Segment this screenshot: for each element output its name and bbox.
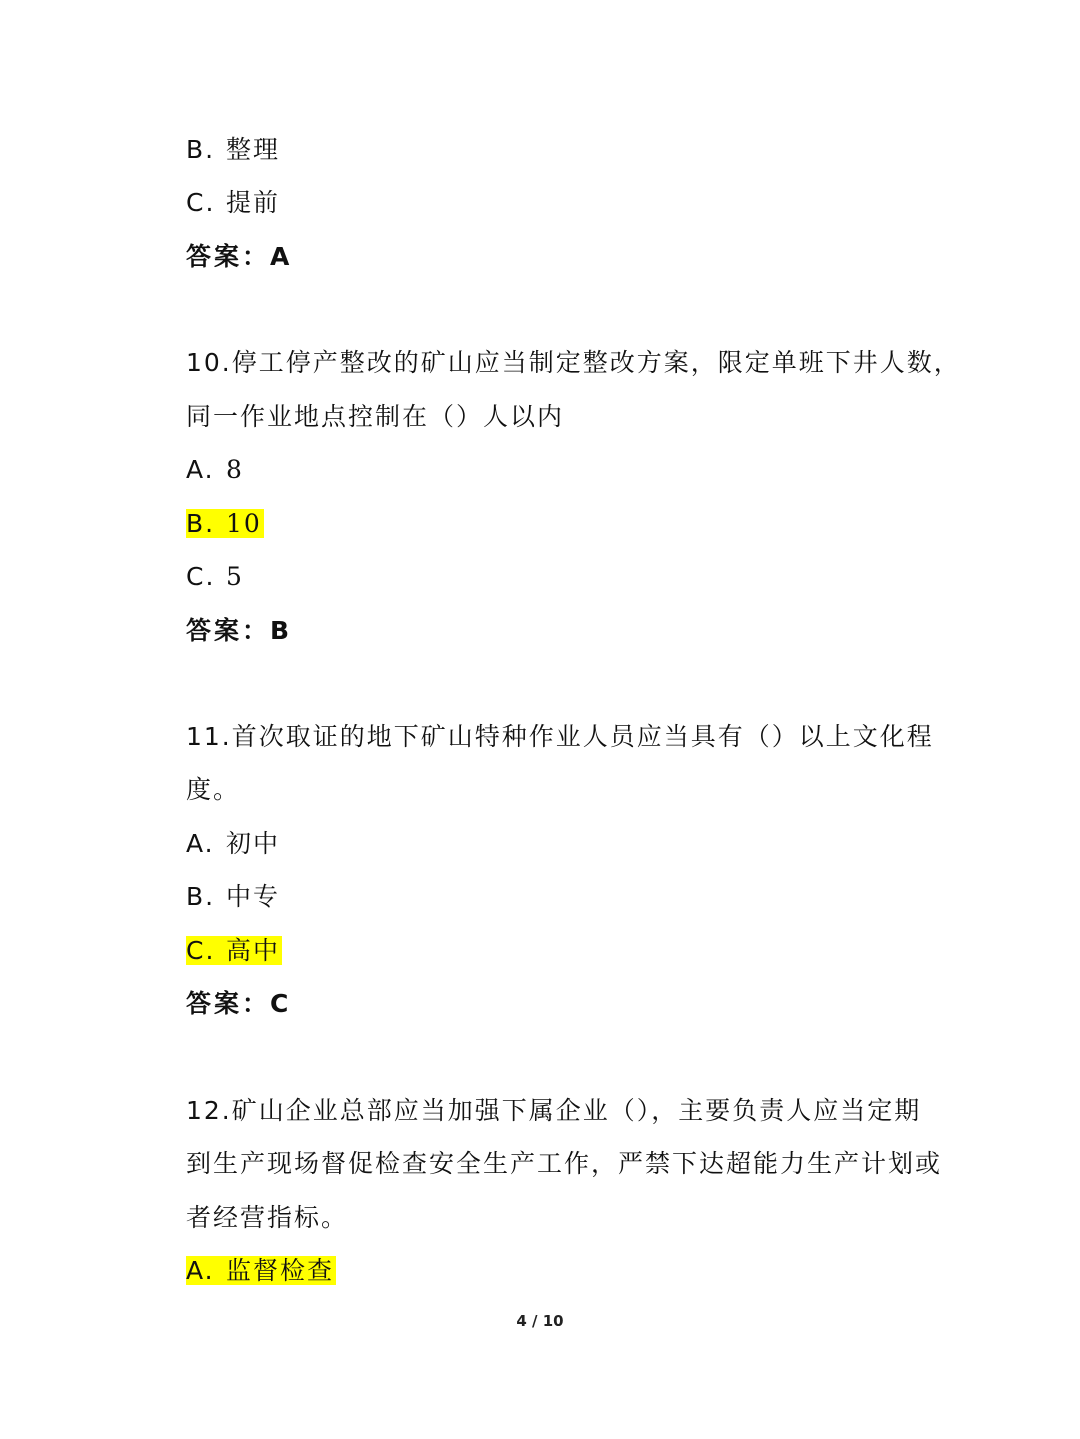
q10-option-c: C. 5 <box>186 562 244 591</box>
q9-option-c: C. 提前 <box>186 188 281 217</box>
q11-answer: 答案：C <box>186 989 292 1018</box>
q12-stem-line3: 者经营指标。 <box>186 1203 349 1232</box>
q11-stem-line2: 度。 <box>186 775 241 804</box>
q10-option-c-text: 5 <box>226 562 244 591</box>
q9-option-b-text: 整理 <box>226 135 281 164</box>
q11-option-b-text: 中专 <box>226 882 281 911</box>
q11-option-a-text: 初中 <box>226 829 281 858</box>
q9-option-b: B. 整理 <box>186 135 281 164</box>
q10-option-a-text: 8 <box>226 455 244 484</box>
q12-stem-line1: 12.矿山企业总部应当加强下属企业（），主要负责人应当定期 <box>186 1096 922 1125</box>
q10-option-a: A. 8 <box>186 455 244 484</box>
q10-number: 10. <box>186 348 232 377</box>
q11-number: 11. <box>186 722 232 751</box>
q12-option-a: A. 监督检查 <box>186 1256 335 1285</box>
q12-number: 12. <box>186 1096 232 1125</box>
q11-option-c-text: 高中 <box>226 936 281 965</box>
q12-option-a-text: 监督检查 <box>226 1256 335 1285</box>
q11-option-b: B. 中专 <box>186 882 281 911</box>
q9-answer: 答案：A <box>186 242 293 271</box>
page-number: 4 / 10 <box>516 1312 564 1330</box>
q10-option-b: B. 10 <box>186 509 262 538</box>
q12-stem-line2: 到生产现场督促检查安全生产工作，严禁下达超能力生产计划或 <box>186 1149 943 1178</box>
q11-stem-line1: 11.首次取证的地下矿山特种作业人员应当具有（）以上文化程 <box>186 722 934 751</box>
q10-stem-line2: 同一作业地点控制在（）人以内 <box>186 402 565 431</box>
q11-option-c: C. 高中 <box>186 936 281 965</box>
q10-answer: 答案：B <box>186 616 293 645</box>
q9-option-c-text: 提前 <box>226 188 281 217</box>
q10-stem-line1: 10.停工停产整改的矿山应当制定整改方案，限定单班下井人数， <box>186 348 961 377</box>
q10-option-b-text: 10 <box>226 509 262 538</box>
q11-option-a: A. 初中 <box>186 829 281 858</box>
